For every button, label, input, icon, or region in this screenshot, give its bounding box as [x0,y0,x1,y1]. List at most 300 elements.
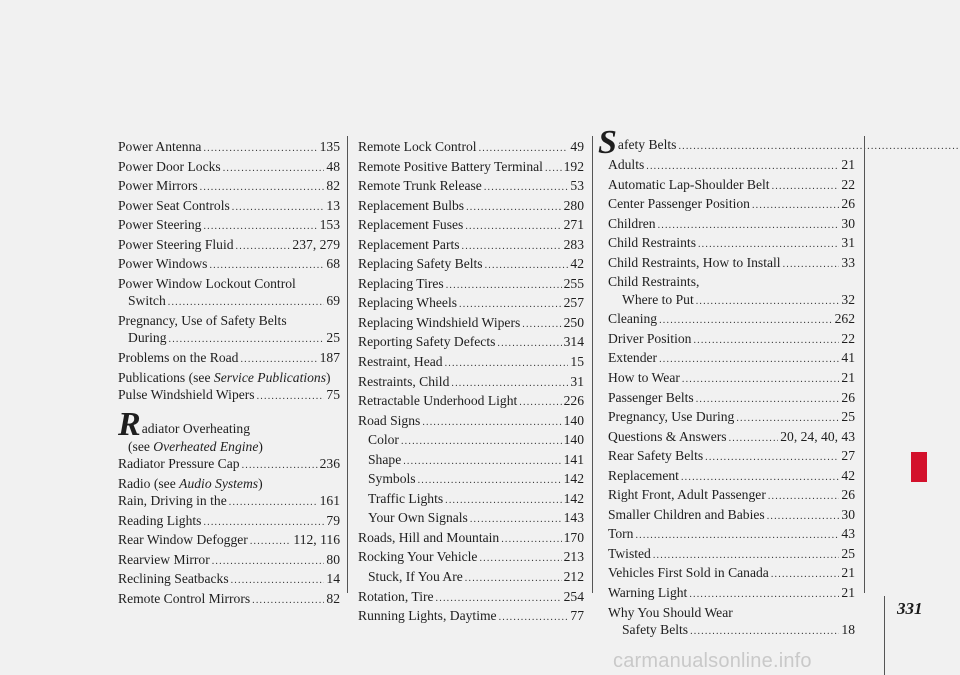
entry-text: Remote Trunk Release [358,178,482,194]
leader-dots [736,410,839,428]
entry-page: 280 [563,197,584,213]
index-entry [598,428,855,448]
leader-dots [696,391,840,409]
entry-page: 69 [326,293,340,309]
entry-page: 212 [563,569,584,585]
entry-page: 262 [834,311,855,327]
leader-dots [479,140,569,158]
entry-page: 25 [841,545,855,561]
leader-dots [418,472,562,490]
leader-dots [203,514,324,532]
leader-dots [462,238,562,256]
index-entry [598,156,855,176]
index-entry [358,412,584,432]
entry-text: Replacing Safety Belts [358,256,483,272]
index-entry [358,353,584,373]
entry-page: 79 [326,512,340,528]
entry-text: Children [608,215,656,231]
entry-page: 49 [570,139,584,154]
column-divider [347,136,348,593]
entry-text: Replacement Bulbs [358,197,465,213]
entry-text: Reading Lights [118,512,202,528]
entry-text: Why You Should Wear [608,604,733,620]
index-entry [358,236,584,256]
entry-text: Remote Lock Control [358,139,477,154]
index-entry [118,512,340,532]
entry-text: Reclining Seatbacks [118,571,229,587]
leader-dots [465,570,562,588]
entry-page: 254 [563,588,584,604]
index-entry [358,373,584,393]
entry-page: 161 [319,493,340,509]
entry-text: Roads, Hill and Mountain [358,529,500,545]
entry-text: Switch [128,293,166,309]
entry-text: Right Front, Adult Passenger [608,487,766,503]
leader-dots [698,236,839,254]
index-entry [598,215,855,235]
index-entry [118,197,340,217]
entry-text: Power Door Locks [118,158,221,174]
leader-dots [200,179,325,197]
entry-text: Questions & Answers [608,428,727,444]
entry-page: 236 [319,456,340,472]
entry-text: Color [368,432,399,448]
index-entry [358,509,584,529]
index-entry [598,506,855,526]
index-entry [358,138,584,158]
index-entry [598,195,855,215]
index-entry [598,467,855,487]
leader-dots [752,197,839,215]
index-entry [118,475,340,493]
entry-page: 192 [563,158,584,174]
entry-text: Reporting Safety Defects [358,334,496,350]
leader-dots [485,257,569,275]
index-entry [598,369,855,389]
entry-text: Shape [368,451,402,467]
index-entry [118,570,340,590]
leader-dots [465,218,561,236]
entry-page: 226 [563,393,584,409]
leader-dots [646,158,839,176]
entry-text: Traffic Lights [368,490,444,506]
index-entry [358,314,584,334]
entry-text: Pregnancy, Use During [608,409,735,425]
entry-page: 250 [563,314,584,330]
leader-dots [689,586,839,604]
column-divider [592,136,593,593]
entry-page: 135 [319,139,340,154]
leader-dots [252,592,324,610]
entry-page: 26 [841,196,855,212]
entry-text: afety Belts [617,137,677,153]
entry-page: 143 [563,510,584,526]
entry-page: 14 [326,571,340,587]
entry-page: 22 [841,176,855,192]
entry-page: 21 [841,585,855,601]
entry-text: Extender [608,350,658,366]
index-entry [598,176,855,196]
leader-dots [693,332,839,350]
entry-text: Rain, Driving in the [118,493,227,509]
entry-page: 112, 116 [293,532,340,548]
index-entry [598,604,855,641]
index-entry [358,197,584,217]
entry-page: 15 [570,354,584,370]
entry-text: During [128,330,167,346]
entry-text: Child Restraints, How to Install [608,254,781,270]
index-entry [598,584,855,604]
entry-text: Warning Light [608,585,688,601]
entry-page: 26 [841,389,855,405]
entry-text: (see [128,438,154,454]
entry-page: 27 [841,448,855,464]
entry-text: Power Mirrors [118,178,198,194]
index-entry [358,333,584,353]
entry-page: 20, 24, 40, 43 [780,428,855,444]
leader-dots [459,296,562,314]
entry-text: Rear Safety Belts [608,448,704,464]
leader-dots [403,453,561,471]
entry-text: Radiator Pressure Cap [118,456,240,472]
page-number: 331 [897,599,923,618]
leader-dots [519,394,561,412]
index-entry [358,216,584,236]
entry-page: 30 [841,506,855,522]
section-letter: R [118,405,141,443]
index-entry [118,255,340,275]
entry-page: 26 [841,487,855,503]
leader-dots [659,312,833,330]
entry-text: Smaller Children and Babies [608,506,765,522]
leader-dots [422,414,561,432]
entry-page: 31 [841,235,855,251]
entry-text: Adults [608,157,645,172]
entry-text: Pregnancy, Use of Safety Belts [118,312,287,328]
leader-dots [479,550,561,568]
index-entry [598,447,855,467]
leader-dots [445,355,569,373]
index-entry [118,492,340,512]
entry-page: 153 [319,217,340,233]
leader-dots [445,492,561,510]
entry-text: Pulse Windshield Wipers [118,387,255,403]
entry-page: 187 [319,350,340,366]
entry-text: How to Wear [608,370,680,386]
leader-dots [484,179,569,197]
leader-dots [231,572,325,590]
entry-page: 82 [326,591,340,607]
index-entry [598,486,855,506]
leader-dots [240,351,317,369]
page-edge-rule [864,136,865,593]
entry-text: Power Steering Fluid [118,236,234,252]
index-column-2 [358,138,584,627]
leader-dots [236,238,291,256]
leader-dots [545,160,562,178]
index-entry [358,568,584,588]
index-entry [358,451,584,471]
entry-text: Rearview Mirror [118,551,210,567]
index-entry [118,275,340,312]
entry-text: Road Signs [358,412,421,428]
leader-dots [169,331,325,349]
entry-text: Torn [608,526,634,542]
section-heading-s [598,124,855,161]
entry-page: 80 [326,551,340,567]
entry-text: Automatic Lap-Shoulder Belt [608,176,770,192]
entry-text: Rocking Your Vehicle [358,549,478,565]
watermark: carmanualsonline.info [613,650,812,672]
index-entry [358,431,584,451]
entry-page: 140 [563,432,584,448]
entry-text: Vehicles First Sold in Canada [608,565,769,581]
entry-text: Power Steering [118,217,202,233]
leader-dots [203,140,317,158]
section-tab-marker [911,452,927,482]
index-entry [118,138,340,158]
leader-dots [768,488,840,506]
entry-page: 82 [326,178,340,194]
index-entry [118,590,340,610]
entry-text: Rotation, Tire [358,588,434,604]
index-entry [358,255,584,275]
cross-reference: Overheated Engine [153,438,259,454]
index-entry [358,470,584,490]
leader-dots [771,566,840,584]
leader-dots [497,335,561,353]
index-entry [118,349,340,369]
entry-page: 30 [841,215,855,231]
entry-text: Stuck, If You Are [368,569,463,585]
entry-page: 32 [841,291,855,307]
entry-text: ) [326,369,331,385]
entry-page: 53 [570,178,584,194]
entry-text: Symbols [368,471,416,487]
leader-dots [499,609,569,627]
leader-dots [659,351,839,369]
entry-page: 255 [563,275,584,291]
index-entry [598,349,855,369]
leader-dots [729,430,779,448]
entry-page: 25 [841,409,855,425]
index-entry [358,548,584,568]
leader-dots [470,511,562,529]
entry-text: Power Windows [118,256,208,272]
index-entry [118,312,340,349]
index-column-1 [118,138,340,610]
entry-group-r [118,492,340,609]
entry-page: 13 [326,197,340,213]
index-entry [598,310,855,330]
index-entry [358,490,584,510]
index-entry [358,588,584,608]
entry-text: adiator Overheating [141,421,251,437]
entry-text: Your Own Signals [368,510,468,526]
entry-page: 21 [841,157,855,172]
index-entry [358,607,584,627]
index-entry [358,529,584,549]
entry-group-safety-belts-2 [598,310,855,603]
index-entry [598,234,855,254]
index-entry [598,254,855,274]
leader-dots [653,547,840,565]
entry-page: 43 [841,526,855,542]
leader-dots [783,256,840,274]
entry-page: 170 [563,529,584,545]
index-entry [118,438,340,456]
index-entry [118,236,340,256]
entry-text: Restraints, Child [358,373,450,389]
leader-dots [696,293,840,311]
leader-dots [401,433,562,451]
entry-text: Power Seat Controls [118,197,230,213]
entry-text: Cleaning [608,311,658,327]
leader-dots [522,316,561,334]
index-entry [118,216,340,236]
entry-page: 283 [563,236,584,252]
index-entry [118,177,340,197]
leader-dots [690,623,839,641]
leader-dots [466,199,562,217]
index-entry [118,386,340,406]
entry-page: 31 [570,373,584,389]
leader-dots [223,160,325,178]
entry-text: Running Lights, Daytime [358,608,497,624]
entry-page: 41 [841,350,855,366]
entry-page: 33 [841,254,855,270]
entry-text: Where to Put [622,291,694,307]
leader-dots [681,469,839,487]
entry-text: Rear Window Defogger [118,532,248,548]
leader-dots [232,199,325,217]
index-entry [358,177,584,197]
entry-text: Replacing Wheels [358,295,458,311]
index-entry [598,525,855,545]
index-entry [358,392,584,412]
entry-page: 140 [563,412,584,428]
entry-page: 237, 279 [292,236,340,252]
entry-text: Replacement [608,467,679,483]
entry-page: 48 [326,158,340,174]
entry-text: Replacing Tires [358,275,444,291]
entry-page: 42 [570,256,584,272]
entry-group-power [118,138,340,275]
entry-text: Power Antenna [118,139,202,154]
entry-page: 142 [563,471,584,487]
index-column-3 [598,124,855,641]
index-entry [598,408,855,428]
leader-dots [705,449,839,467]
entry-page: 25 [326,330,340,346]
entry-text: Replacement Fuses [358,217,464,233]
entry-text: Passenger Belts [608,389,694,405]
entry-text: Replacing Windshield Wipers [358,314,521,330]
index-entry [598,545,855,565]
index-entry [118,455,340,475]
entry-page: 75 [326,387,340,403]
section-letter: S [598,124,617,161]
leader-dots [209,257,324,275]
index-entry [118,551,340,571]
leader-dots [257,388,325,406]
leader-dots [682,371,840,389]
entry-page: 22 [841,330,855,346]
entry-text: Driver Position [608,330,692,346]
entry-text: ) [258,438,263,454]
entry-page: 142 [563,490,584,506]
leader-dots [451,375,568,393]
entry-text: Child Restraints [608,235,696,251]
index-entry [118,369,340,387]
leader-dots [635,527,839,545]
entry-page: 42 [841,467,855,483]
leader-dots [772,178,840,196]
leader-dots [658,217,840,235]
leader-dots [203,218,317,236]
entry-text: Remote Positive Battery Terminal [358,158,543,174]
entry-page: 257 [563,295,584,311]
index-entry [598,330,855,350]
entry-text: Restraint, Head [358,354,443,370]
leader-dots [250,533,292,551]
entry-page: 68 [326,256,340,272]
entry-text: Radio (see [118,475,180,491]
entry-text: Power Window Lockout Control [118,275,296,291]
entry-text: Replacement Parts [358,236,460,252]
index-entry [118,158,340,178]
entry-page: 314 [563,334,584,350]
entry-text: Center Passenger Position [608,196,750,212]
index-entry [598,564,855,584]
leader-dots [436,590,562,608]
leader-dots [446,277,562,295]
entry-page: 18 [841,622,855,638]
index-entry [598,273,855,310]
entry-text: Publications (see [118,369,214,385]
entry-text: Child Restraints, [608,274,700,290]
page-number-rule [884,596,885,675]
cross-reference: Audio Systems [179,475,259,491]
leader-dots [168,294,325,312]
section-heading-r [118,405,340,443]
leader-dots [501,531,561,549]
index-entry [118,531,340,551]
entry-page: 21 [841,565,855,581]
leader-dots [767,508,840,526]
entry-text: Twisted [608,545,651,561]
entry-text: Remote Control Mirrors [118,591,251,607]
leader-dots [229,494,318,512]
leader-dots [678,138,960,156]
entry-text: Safety Belts [622,622,689,638]
entry-text: Retractable Underhood Light [358,393,518,409]
entry-group-remote-running [358,138,584,627]
index-entry [358,275,584,295]
index-entry [598,389,855,409]
entry-group-safety-belts [598,156,855,273]
entry-text: ) [258,475,263,491]
leader-dots [242,457,318,475]
entry-page: 213 [563,549,584,565]
index-entry [358,158,584,178]
entry-page: 21 [841,370,855,386]
entry-page: 271 [563,217,584,233]
index-entry [358,294,584,314]
entry-page: 141 [563,451,584,467]
cross-reference: Service Publications [213,369,327,385]
entry-page: 77 [570,608,584,624]
